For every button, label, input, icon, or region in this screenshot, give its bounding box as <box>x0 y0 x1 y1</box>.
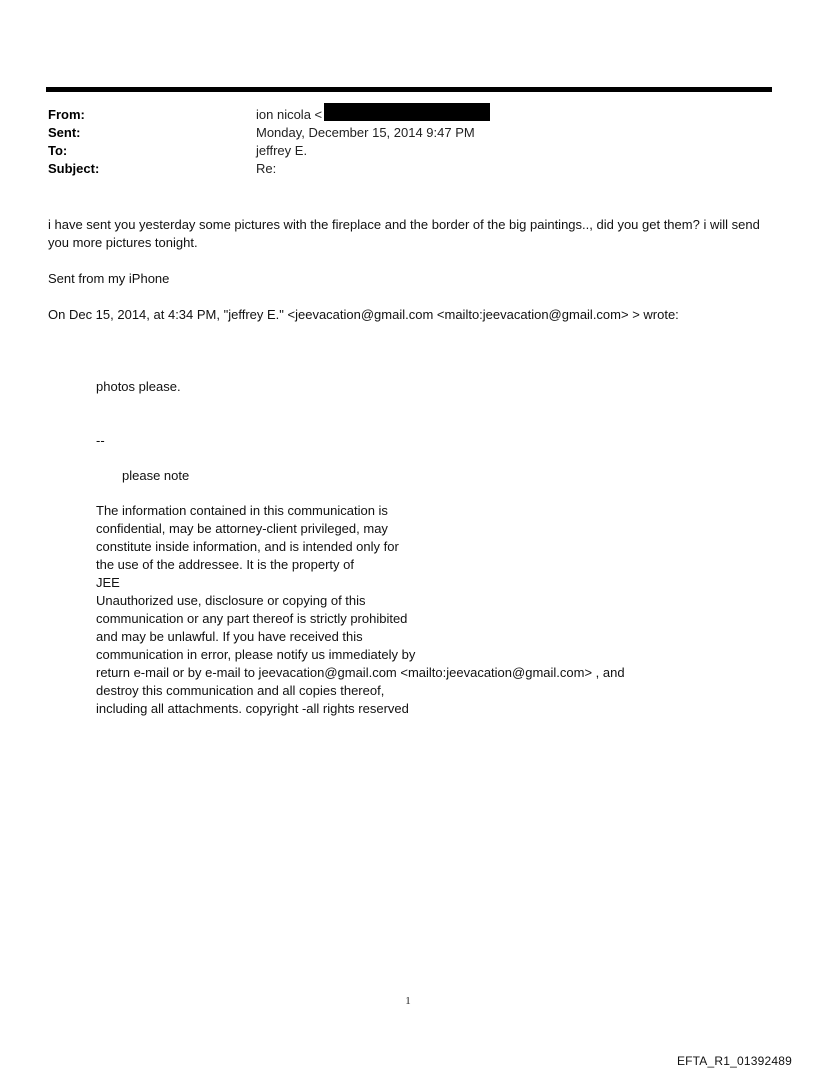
legal-line: JEE <box>96 575 120 590</box>
legal-line: The information contained in this communication is <box>96 503 388 518</box>
legal-line: confidential, may be attorney-client privileged, may <box>96 521 388 536</box>
legal-line: destroy this communication and all copies thereof, <box>96 683 385 698</box>
legal-line: communication or any part thereof is strictly prohibited <box>96 611 408 626</box>
legal-line: constitute inside information, and is intended only for <box>96 539 399 554</box>
to-row <box>48 142 768 160</box>
redaction-box <box>324 103 490 121</box>
legal-line: the use of the addressee. It is the property of <box>96 557 354 572</box>
sent-row <box>48 124 768 142</box>
to-label: To: <box>48 143 68 158</box>
signature-line: Sent from my iPhone <box>48 271 170 286</box>
subject-label: Subject: <box>48 161 100 176</box>
legal-line: and may be unlawful. If you have received this <box>96 629 363 644</box>
quoted-message: photos please. <box>96 379 181 394</box>
from-sender-name: ion nicola < <box>256 107 323 122</box>
document-id: EFTA_R1_01392489 <box>676 1054 792 1068</box>
from-row <box>48 106 768 124</box>
legal-line: Unauthorized use, disclosure or copying of this <box>96 593 366 608</box>
subject-value: Re: <box>256 161 277 176</box>
reply-intro-line: On Dec 15, 2014, at 4:34 PM, "jeffrey E." <jeevacation@gmail.com <mailto:jeevacation@gmail.com> > wrote: <box>48 307 679 322</box>
to-value: jeffrey E. <box>256 143 308 158</box>
legal-line: return e-mail or by e-mail to jeevacation@gmail.com <mailto:jeevacation@gmail.com> , and <box>96 665 625 680</box>
note-heading: please note <box>122 468 190 483</box>
sent-label: Sent: <box>48 125 81 140</box>
sent-value: Monday, December 15, 2014 9:47 PM <box>256 125 475 140</box>
from-value <box>256 106 490 124</box>
page-number: 1 <box>405 995 411 1007</box>
header-divider-rule <box>46 87 772 92</box>
email-header <box>48 106 768 178</box>
subject-row <box>48 160 768 178</box>
legal-disclaimer <box>96 502 736 718</box>
legal-line: including all attachments. copyright -all rights reserved <box>96 701 409 716</box>
from-label: From: <box>48 107 85 122</box>
message-paragraph: i have sent you yesterday some pictures with the fireplace and the border of the big paintings.., did you get them? i will send you more pictures tonight. <box>48 217 760 250</box>
quoted-separator: -- <box>96 433 105 448</box>
legal-line: communication in error, please notify us immediately by <box>96 647 416 662</box>
